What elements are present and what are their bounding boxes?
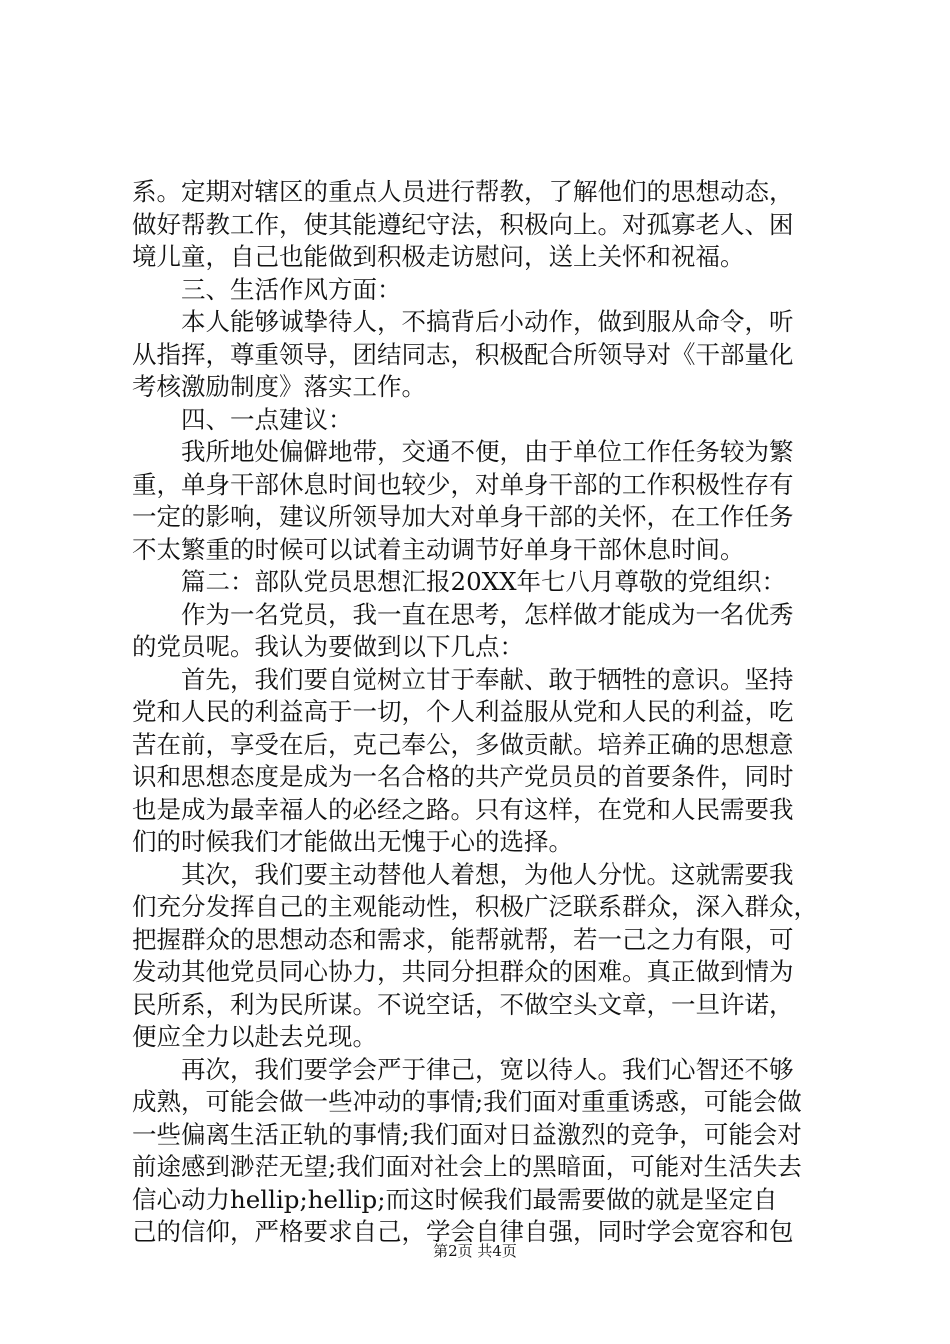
page-footer: 第2页 共4页 <box>433 1242 517 1260</box>
text-line: 的党员呢。我认为要做到以下几点： <box>132 632 524 661</box>
text-line: 四、一点建议： <box>132 404 353 434</box>
text-line: 系。定期对辖区的重点人员进行帮教，了解他们的思想动态， <box>132 177 794 206</box>
text-line: 党和人民的利益高于一切，个人利益服从党和人民的利益，吃 <box>132 697 794 726</box>
text-line: 苦在前，享受在后，克己奉公，多做贡献。培养正确的思想意 <box>132 729 794 759</box>
text-line: 再次，我们要学会严于律己，宽以待人。我们心智还不够 <box>132 1054 794 1084</box>
text-line: 不太繁重的时候可以试着主动调节好单身干部休息时间。 <box>132 534 745 564</box>
text-line: 们的时候我们才能做出无愧于心的选择。 <box>132 827 573 856</box>
text-line: 便应全力以赴去兑现。 <box>132 1022 377 1051</box>
text-line: 们充分发挥自己的主观能动性，积极广泛联系群众，深入群众， <box>132 892 818 921</box>
text-line: 一些偏离生活正轨的事情;我们面对日益激烈的竞争，可能会对 <box>132 1119 802 1149</box>
text-line: 一定的影响，建议所领导加大对单身干部的关怀，在工作任务 <box>132 502 794 531</box>
text-line: 发动其他党员同心协力，共同分担群众的困难。真正做到情为 <box>132 957 794 986</box>
text-line: 识和思想态度是成为一名合格的共产党员员的首要条件，同时 <box>132 762 794 791</box>
text-line: 三、生活作风方面： <box>132 274 402 304</box>
text-line: 篇二：部队党员思想汇报20XX年七八月尊敬的党组织： <box>132 567 787 596</box>
text-line: 考核激励制度》落实工作。 <box>132 372 426 401</box>
text-line: 信心动力hellip;hellip;而这时候我们最需要做的就是坚定自 <box>132 1184 778 1214</box>
text-line: 己的信仰，严格要求自己，学会自律自强，同时学会宽容和包 <box>132 1217 794 1246</box>
text-line: 作为一名党员，我一直在思考，怎样做才能成为一名优秀 <box>132 599 794 629</box>
text-line: 也是成为最幸福人的必经之路。只有这样，在党和人民需要我 <box>132 794 794 824</box>
text-line: 首先，我们要自觉树立甘于奉献、敢于牺牲的意识。坚持 <box>132 664 794 694</box>
text-line: 本人能够诚挚待人，不搞背后小动作，做到服从命令，听 <box>132 307 794 336</box>
text-line: 前途感到渺茫无望;我们面对社会上的黑暗面，可能对生活失去 <box>132 1152 802 1181</box>
text-line: 成熟，可能会做一些冲动的事情;我们面对重重诱惑，可能会做 <box>132 1087 802 1116</box>
text-line: 把握群众的思想动态和需求，能帮就帮，若一己之力有限，可 <box>132 924 794 954</box>
text-line: 境儿童，自己也能做到积极走访慰问，送上关怀和祝福。 <box>132 242 745 271</box>
text-line: 做好帮教工作，使其能遵纪守法，积极向上。对孤寡老人、困 <box>132 209 794 239</box>
text-line: 重，单身干部休息时间也较少，对单身干部的工作积极性存有 <box>132 469 794 499</box>
document-body <box>132 176 832 1249</box>
text-line: 从指挥，尊重领导，团结同志，积极配合所领导对《干部量化 <box>132 339 794 369</box>
text-line: 其次，我们要主动替他人着想，为他人分忧。这就需要我 <box>132 859 794 889</box>
text-line: 我所地处偏僻地带，交通不便，由于单位工作任务较为繁 <box>132 437 794 466</box>
text-line: 民所系，利为民所谋。不说空话，不做空头文章，一旦许诺， <box>132 989 794 1019</box>
